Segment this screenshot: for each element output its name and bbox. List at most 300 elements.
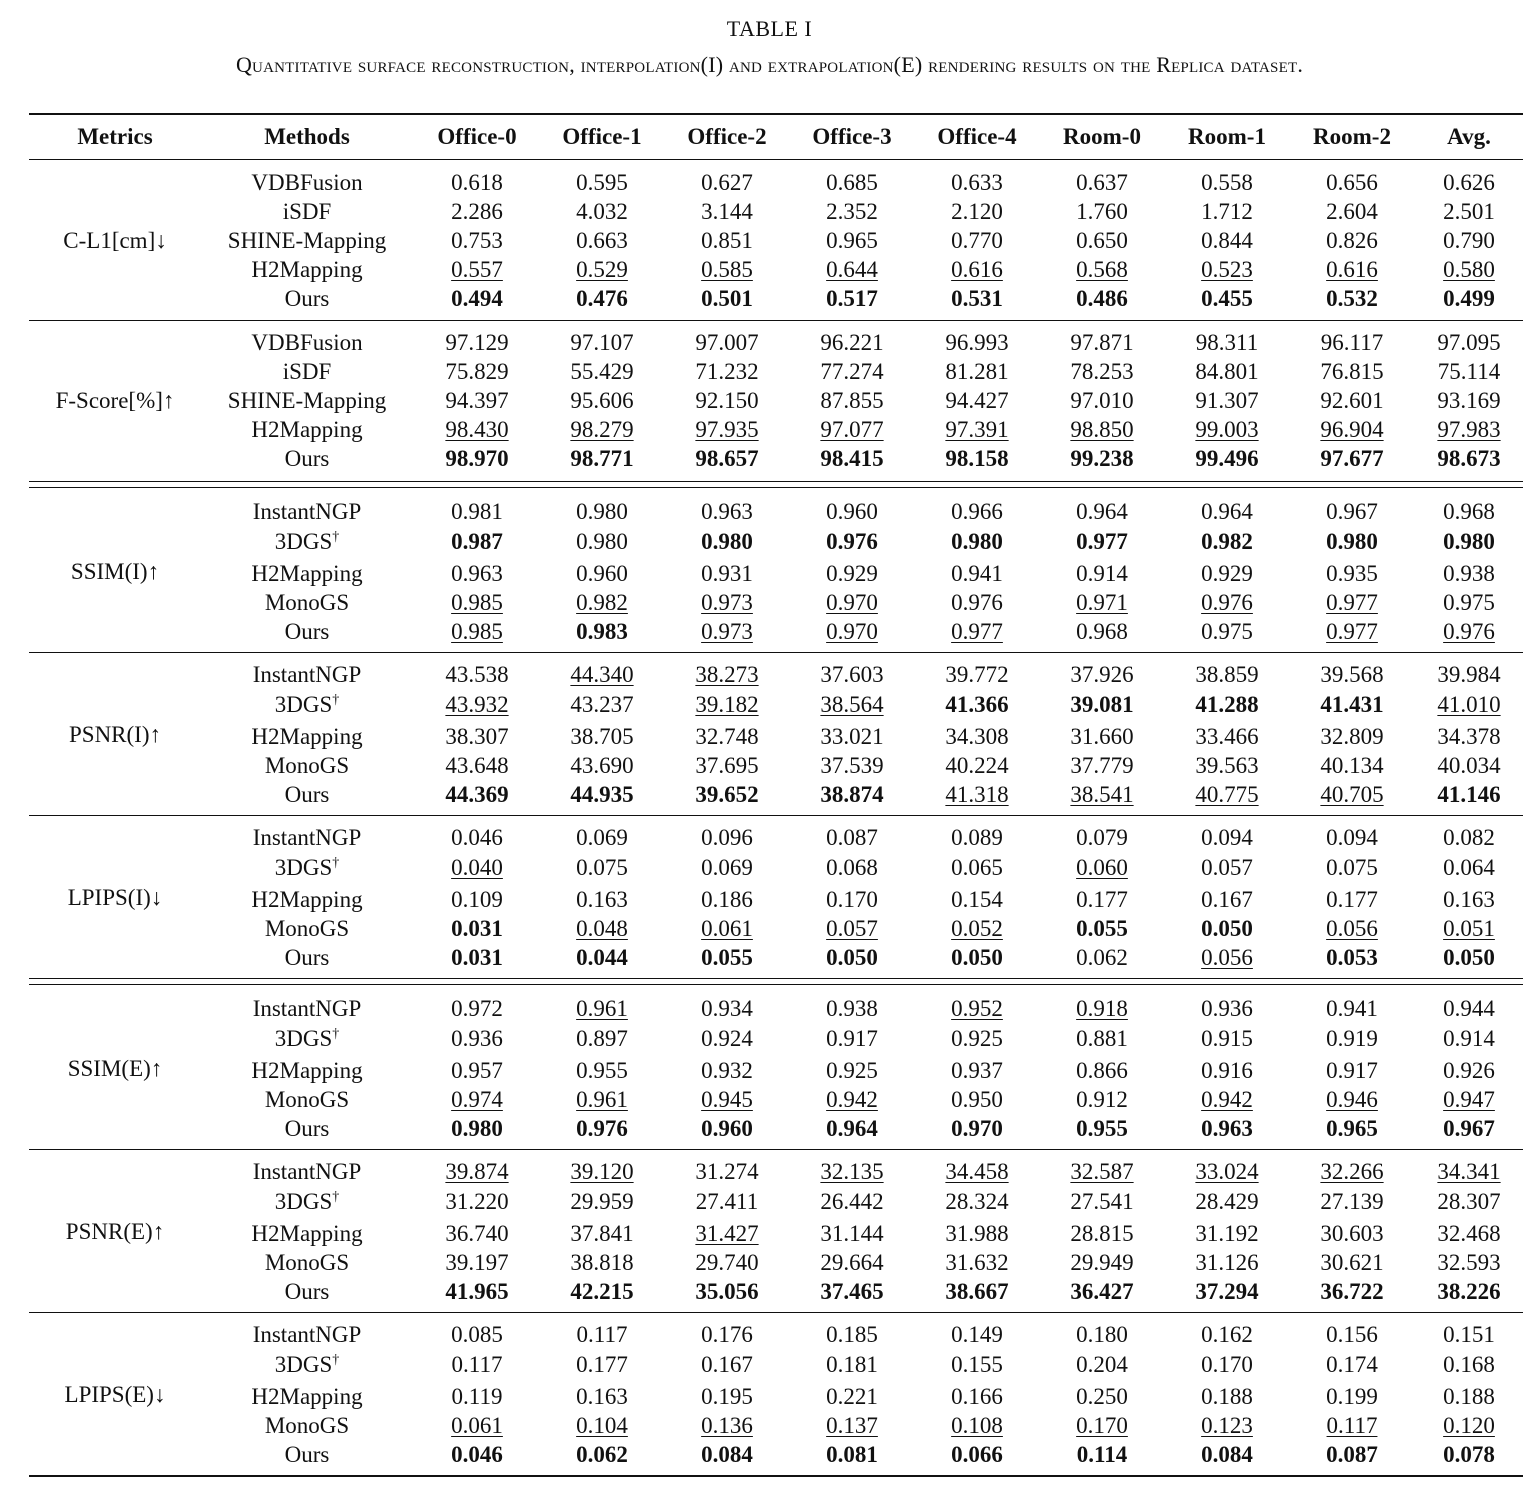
- value-cell: [1419, 1024, 1519, 1053]
- method-label: H2Mapping: [251, 724, 363, 749]
- value-cell: [922, 1024, 1032, 1053]
- value-cell: [1172, 1440, 1282, 1469]
- table-rule: [29, 159, 1523, 160]
- value-cell: [1297, 284, 1407, 313]
- value-text: 0.155: [951, 1352, 1003, 1377]
- value-cell: [1419, 943, 1519, 972]
- value-cell: [1172, 780, 1282, 809]
- value-cell: [672, 444, 782, 473]
- metric-label: F-Score[%]↑: [55, 388, 175, 413]
- value-cell: [547, 1277, 657, 1306]
- value-cell: [1419, 444, 1519, 473]
- value-cell: [1297, 690, 1407, 719]
- value-cell: [922, 357, 1032, 386]
- value-text: 0.154: [951, 887, 1003, 912]
- value-text: 37.539: [820, 753, 884, 778]
- metric-label: C-L1[cm]↓: [63, 228, 167, 253]
- value-cell: [1419, 1114, 1519, 1143]
- value-cell: [1172, 1277, 1282, 1306]
- value-text: 96.904: [1320, 417, 1384, 442]
- value-text: 0.168: [1443, 1352, 1495, 1377]
- value-text: 0.119: [451, 1384, 503, 1409]
- value-text: 0.117: [576, 1322, 628, 1347]
- value-cell: [797, 588, 907, 617]
- value-text: 29.740: [695, 1250, 759, 1275]
- value-text: 77.274: [820, 359, 884, 384]
- value-cell: [1419, 1277, 1519, 1306]
- value-cell: [547, 1440, 657, 1469]
- method-name: [207, 1157, 407, 1186]
- value-cell: [1419, 780, 1519, 809]
- value-text: 0.945: [701, 1087, 753, 1112]
- value-cell: [672, 357, 782, 386]
- value-text: 29.949: [1070, 1250, 1134, 1275]
- value-text: 32.809: [1320, 724, 1384, 749]
- method-label: 3DGS: [274, 1352, 333, 1377]
- value-text: 0.916: [1201, 1058, 1253, 1083]
- value-cell: [797, 853, 907, 882]
- value-cell: [797, 617, 907, 646]
- value-cell: [1047, 1114, 1157, 1143]
- value-text: 0.938: [826, 996, 878, 1021]
- value-text: 0.078: [1443, 1442, 1495, 1467]
- value-text: 0.982: [1201, 529, 1253, 554]
- value-text: 0.936: [451, 1026, 503, 1051]
- value-text: 0.089: [951, 825, 1003, 850]
- value-text: 41.146: [1437, 782, 1501, 807]
- method-label: 3DGS: [274, 1189, 333, 1214]
- value-text: 98.657: [695, 446, 759, 471]
- value-text: 0.967: [1326, 499, 1378, 524]
- value-cell: [672, 284, 782, 313]
- value-cell: [922, 1187, 1032, 1216]
- value-text: 0.937: [951, 1058, 1003, 1083]
- value-cell: [1047, 1219, 1157, 1248]
- method-label: Ours: [284, 782, 330, 807]
- value-text: 0.980: [576, 529, 628, 554]
- value-text: 30.621: [1320, 1250, 1384, 1275]
- value-cell: [547, 1056, 657, 1085]
- value-text: 0.177: [1326, 887, 1378, 912]
- method-label: H2Mapping: [251, 417, 363, 442]
- value-cell: [672, 1056, 782, 1085]
- value-cell: [547, 357, 657, 386]
- value-text: 41.965: [445, 1279, 509, 1304]
- value-cell: [672, 943, 782, 972]
- table-caption-text: Quantitative surface reconstruction, interpolation(I) and extrapolation(E) rendering results on the Replica dataset.: [235, 52, 1304, 77]
- value-cell: [1419, 1157, 1519, 1186]
- value-text: 0.881: [1076, 1026, 1128, 1051]
- value-cell: [1047, 885, 1157, 914]
- value-text: 0.162: [1201, 1322, 1253, 1347]
- table-rule: [29, 113, 1523, 115]
- value-cell: [1297, 1411, 1407, 1440]
- value-cell: [797, 943, 907, 972]
- value-text: 96.221: [820, 330, 884, 355]
- value-text: 38.874: [820, 782, 884, 807]
- value-text: 29.959: [570, 1189, 634, 1214]
- value-cell: [1419, 1382, 1519, 1411]
- table-rule: [29, 1475, 1523, 1477]
- value-cell: [547, 284, 657, 313]
- value-text: 37.841: [570, 1221, 634, 1246]
- value-cell: [797, 722, 907, 751]
- value-text: 0.851: [701, 228, 753, 253]
- value-cell: [547, 1024, 657, 1053]
- value-cell: [672, 328, 782, 357]
- value-cell: [422, 1157, 532, 1186]
- value-cell: [797, 1024, 907, 1053]
- value-text: 0.108: [951, 1413, 1003, 1438]
- method-name: [207, 255, 407, 284]
- value-cell: [422, 386, 532, 415]
- value-text: 0.963: [1201, 1116, 1253, 1141]
- value-text: 98.279: [570, 417, 634, 442]
- value-cell: [797, 780, 907, 809]
- value-cell: [1297, 1024, 1407, 1053]
- value-text: 97.391: [945, 417, 1009, 442]
- value-text: 37.294: [1195, 1279, 1259, 1304]
- value-cell: [1047, 444, 1157, 473]
- value-text: 39.182: [695, 692, 759, 717]
- method-label: iSDF: [282, 359, 332, 384]
- value-text: 0.177: [1076, 887, 1128, 912]
- value-cell: [1297, 1382, 1407, 1411]
- value-text: 31.126: [1195, 1250, 1259, 1275]
- value-text: 0.170: [1076, 1413, 1128, 1438]
- value-text: 0.117: [451, 1352, 503, 1377]
- value-cell: [922, 994, 1032, 1023]
- value-cell: [797, 1187, 907, 1216]
- value-cell: [922, 588, 1032, 617]
- value-cell: [422, 559, 532, 588]
- value-cell: [1297, 168, 1407, 197]
- method-label: MonoGS: [264, 916, 350, 941]
- value-text: 3.144: [701, 199, 753, 224]
- column-header: Metrics: [77, 124, 153, 149]
- value-cell: [547, 444, 657, 473]
- value-cell: [422, 660, 532, 689]
- value-text: 0.934: [701, 996, 753, 1021]
- value-cell: [547, 527, 657, 556]
- value-cell: [1297, 914, 1407, 943]
- value-cell: [672, 197, 782, 226]
- value-text: 0.044: [576, 945, 628, 970]
- value-cell: [672, 780, 782, 809]
- method-label: H2Mapping: [251, 1221, 363, 1246]
- value-cell: [672, 527, 782, 556]
- value-text: 0.970: [951, 1116, 1003, 1141]
- value-text: 0.932: [701, 1058, 753, 1083]
- value-cell: [672, 1114, 782, 1143]
- value-text: 29.664: [820, 1250, 884, 1275]
- value-text: 37.926: [1070, 662, 1134, 687]
- value-text: 92.601: [1320, 388, 1384, 413]
- value-cell: [922, 1440, 1032, 1469]
- value-text: 0.966: [951, 499, 1003, 524]
- value-text: 0.499: [1443, 286, 1495, 311]
- value-cell: [1297, 197, 1407, 226]
- value-text: 0.919: [1326, 1026, 1378, 1051]
- value-cell: [1047, 660, 1157, 689]
- dagger-mark: †: [332, 529, 340, 545]
- value-cell: [797, 1320, 907, 1349]
- value-text: 39.772: [945, 662, 1009, 687]
- value-text: 0.199: [1326, 1384, 1378, 1409]
- value-text: 28.324: [945, 1189, 1009, 1214]
- value-text: 39.652: [695, 782, 759, 807]
- value-cell: [922, 197, 1032, 226]
- value-cell: [1047, 415, 1157, 444]
- value-cell: [422, 1440, 532, 1469]
- value-cell: [797, 751, 907, 780]
- method-name: [207, 1248, 407, 1277]
- method-name: [207, 943, 407, 972]
- value-text: 0.950: [951, 1087, 1003, 1112]
- value-cell: [1047, 617, 1157, 646]
- value-cell: [1297, 994, 1407, 1023]
- value-text: 0.980: [1326, 529, 1378, 554]
- value-text: 31.144: [820, 1221, 884, 1246]
- value-cell: [1172, 386, 1282, 415]
- method-name: [207, 1219, 407, 1248]
- method-label: H2Mapping: [251, 1384, 363, 1409]
- value-text: 0.170: [826, 887, 878, 912]
- value-cell: [547, 559, 657, 588]
- value-cell: [922, 1350, 1032, 1379]
- value-text: 0.960: [826, 499, 878, 524]
- value-cell: [797, 559, 907, 588]
- value-cell: [422, 994, 532, 1023]
- value-text: 99.003: [1195, 417, 1259, 442]
- value-text: 0.062: [576, 1442, 628, 1467]
- value-text: 39.197: [445, 1250, 509, 1275]
- value-cell: [422, 1187, 532, 1216]
- method-name: [207, 885, 407, 914]
- value-text: 0.977: [1076, 529, 1128, 554]
- value-cell: [1172, 559, 1282, 588]
- value-cell: [672, 1248, 782, 1277]
- column-header: Avg.: [1447, 124, 1491, 149]
- method-name: [207, 328, 407, 357]
- value-text: 0.501: [701, 286, 753, 311]
- value-cell: [672, 1320, 782, 1349]
- value-text: 0.075: [1326, 855, 1378, 880]
- dagger-mark: †: [332, 1026, 340, 1042]
- value-cell: [672, 823, 782, 852]
- value-cell: [672, 1187, 782, 1216]
- method-label: H2Mapping: [251, 887, 363, 912]
- value-cell: [422, 197, 532, 226]
- value-cell: [922, 527, 1032, 556]
- method-name: [207, 559, 407, 588]
- value-cell: [1172, 853, 1282, 882]
- value-text: 0.085: [451, 1322, 503, 1347]
- value-text: 0.960: [576, 561, 628, 586]
- value-text: 0.936: [1201, 996, 1253, 1021]
- value-cell: [1047, 853, 1157, 882]
- value-text: 38.564: [820, 692, 884, 717]
- value-cell: [797, 1157, 907, 1186]
- value-cell: [422, 1248, 532, 1277]
- value-text: 0.663: [576, 228, 628, 253]
- value-cell: [1297, 1157, 1407, 1186]
- value-text: 0.056: [1201, 945, 1253, 970]
- table-rule: [29, 481, 1523, 482]
- value-text: 32.135: [820, 1159, 884, 1184]
- value-text: 0.455: [1201, 286, 1253, 311]
- value-cell: [797, 660, 907, 689]
- value-text: 0.912: [1076, 1087, 1128, 1112]
- value-text: 0.942: [826, 1087, 878, 1112]
- value-cell: [1172, 914, 1282, 943]
- value-cell: [672, 559, 782, 588]
- value-cell: [1419, 357, 1519, 386]
- metric-label: SSIM(E)↑: [67, 1056, 163, 1081]
- value-cell: [1172, 444, 1282, 473]
- value-text: 96.993: [945, 330, 1009, 355]
- value-cell: [1419, 197, 1519, 226]
- value-text: 0.618: [451, 170, 503, 195]
- method-name: [207, 1320, 407, 1349]
- value-text: 0.974: [451, 1087, 503, 1112]
- value-text: 0.633: [951, 170, 1003, 195]
- value-text: 0.053: [1326, 945, 1378, 970]
- value-cell: [1419, 527, 1519, 556]
- value-text: 0.221: [826, 1384, 878, 1409]
- method-label: H2Mapping: [251, 257, 363, 282]
- value-cell: [922, 885, 1032, 914]
- value-text: 2.286: [451, 199, 503, 224]
- value-text: 0.955: [576, 1058, 628, 1083]
- value-text: 44.369: [445, 782, 509, 807]
- value-text: 84.801: [1195, 359, 1259, 384]
- value-text: 0.963: [451, 561, 503, 586]
- value-cell: [797, 914, 907, 943]
- value-cell: [1419, 690, 1519, 719]
- value-text: 0.915: [1201, 1026, 1253, 1051]
- value-text: 33.466: [1195, 724, 1259, 749]
- value-text: 38.226: [1437, 1279, 1501, 1304]
- value-cell: [422, 1320, 532, 1349]
- value-cell: [922, 1382, 1032, 1411]
- value-text: 0.052: [951, 916, 1003, 941]
- value-text: 0.051: [1443, 916, 1495, 941]
- value-cell: [922, 1219, 1032, 1248]
- value-cell: [797, 328, 907, 357]
- value-cell: [922, 1411, 1032, 1440]
- value-cell: [547, 1411, 657, 1440]
- method-name: [207, 1024, 407, 1053]
- value-text: 0.137: [826, 1413, 878, 1438]
- value-cell: [797, 255, 907, 284]
- value-cell: [922, 943, 1032, 972]
- method-name: [207, 690, 407, 719]
- value-cell: [422, 751, 532, 780]
- value-cell: [672, 751, 782, 780]
- value-text: 0.065: [951, 855, 1003, 880]
- value-text: 0.961: [576, 996, 628, 1021]
- value-text: 0.918: [1076, 996, 1128, 1021]
- value-text: 37.603: [820, 662, 884, 687]
- value-text: 97.007: [695, 330, 759, 355]
- value-text: 31.660: [1070, 724, 1134, 749]
- value-cell: [1172, 328, 1282, 357]
- value-text: 0.167: [701, 1352, 753, 1377]
- value-cell: [547, 617, 657, 646]
- value-cell: [1297, 823, 1407, 852]
- value-text: 97.010: [1070, 388, 1134, 413]
- value-text: 0.976: [1201, 590, 1253, 615]
- value-cell: [922, 853, 1032, 882]
- value-text: 97.095: [1437, 330, 1501, 355]
- value-text: 0.914: [1076, 561, 1128, 586]
- value-cell: [547, 823, 657, 852]
- value-cell: [922, 1320, 1032, 1349]
- value-text: 34.378: [1437, 724, 1501, 749]
- value-text: 0.972: [451, 996, 503, 1021]
- value-text: 0.967: [1443, 1116, 1495, 1141]
- value-text: 32.468: [1437, 1221, 1501, 1246]
- value-cell: [422, 588, 532, 617]
- value-cell: [672, 994, 782, 1023]
- value-text: 98.970: [445, 446, 509, 471]
- column-header: Methods: [264, 124, 350, 149]
- value-text: 0.055: [1076, 916, 1128, 941]
- value-cell: [1297, 1320, 1407, 1349]
- value-cell: [1172, 197, 1282, 226]
- method-label: MonoGS: [264, 1087, 350, 1112]
- value-text: 0.985: [451, 619, 503, 644]
- value-text: 28.307: [1437, 1189, 1501, 1214]
- value-text: 0.136: [701, 1413, 753, 1438]
- method-name: [207, 722, 407, 751]
- value-text: 98.158: [945, 446, 1009, 471]
- value-text: 0.094: [1201, 825, 1253, 850]
- value-text: 71.232: [695, 359, 759, 384]
- value-text: 0.985: [451, 590, 503, 615]
- value-text: 39.568: [1320, 662, 1384, 687]
- value-text: 0.942: [1201, 1087, 1253, 1112]
- value-text: 0.156: [1326, 1322, 1378, 1347]
- value-cell: [922, 722, 1032, 751]
- value-cell: [422, 617, 532, 646]
- value-cell: [547, 168, 657, 197]
- value-cell: [1419, 1440, 1519, 1469]
- value-text: 28.429: [1195, 1189, 1259, 1214]
- value-text: 99.238: [1070, 446, 1134, 471]
- value-cell: [1172, 497, 1282, 526]
- value-cell: [1297, 1085, 1407, 1114]
- value-text: 38.818: [570, 1250, 634, 1275]
- value-cell: [422, 914, 532, 943]
- value-cell: [547, 1320, 657, 1349]
- value-text: 94.397: [445, 388, 509, 413]
- value-cell: [1297, 1056, 1407, 1085]
- value-text: 0.050: [1443, 945, 1495, 970]
- method-label: Ours: [284, 1279, 330, 1304]
- value-text: 0.644: [826, 257, 878, 282]
- value-cell: [547, 943, 657, 972]
- value-text: 4.032: [576, 199, 628, 224]
- value-cell: [1419, 994, 1519, 1023]
- value-text: 0.973: [701, 590, 753, 615]
- value-text: 0.046: [451, 1442, 503, 1467]
- value-text: 0.062: [1076, 945, 1128, 970]
- value-text: 0.970: [826, 590, 878, 615]
- method-name: [207, 853, 407, 882]
- value-text: 0.925: [951, 1026, 1003, 1051]
